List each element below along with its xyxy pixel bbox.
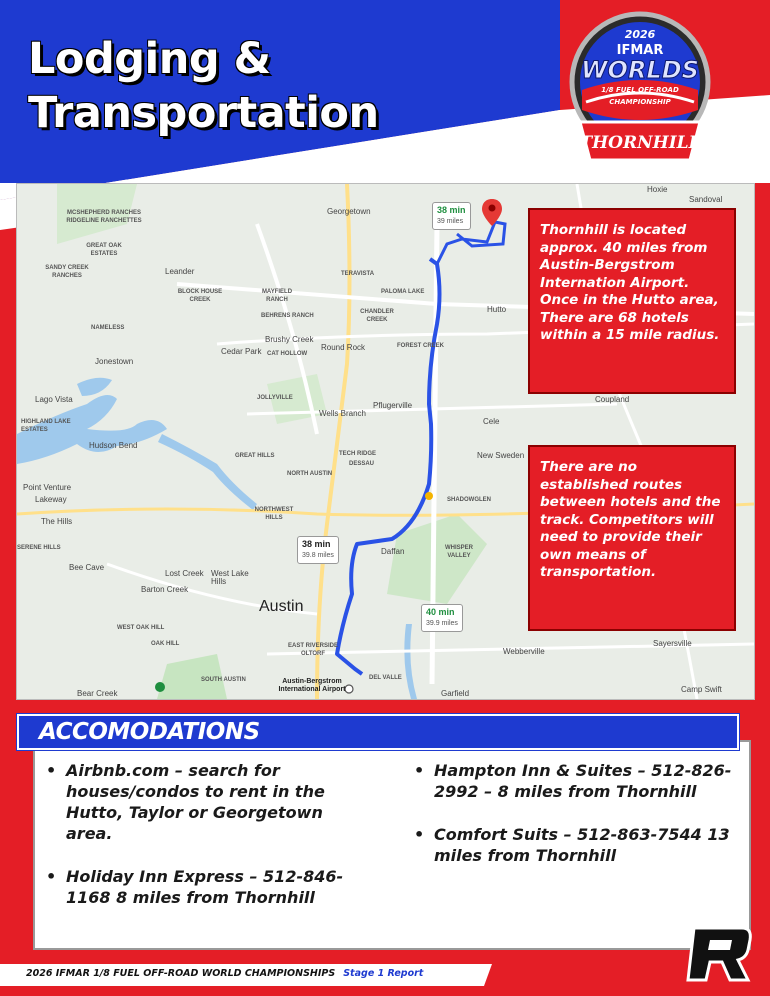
route-option-3[interactable]	[421, 604, 463, 632]
worlds-logo	[560, 10, 720, 170]
map-label: Brushy Creek	[265, 335, 314, 344]
map-label: JOLLYVILLE	[257, 395, 293, 401]
page-title	[28, 32, 379, 140]
map-label: Coupland	[595, 395, 630, 404]
transport-callout: There are no established routes between hotels and the track. Competitors will need to provide their own means of transportation.	[528, 445, 736, 631]
map-label: Round Rock	[321, 343, 366, 352]
map-label: CAT HOLLOW	[267, 351, 308, 357]
map-label: Bee Cave	[69, 563, 105, 572]
logo-sub2: CHAMPIONSHIP	[609, 98, 671, 106]
map-label: Georgetown	[327, 207, 371, 216]
logo-org: IFMAR	[616, 43, 664, 58]
map-label: WEST OAK HILL	[117, 625, 165, 631]
map-label: OAK HILL	[151, 641, 180, 647]
traffic-alert-icon	[425, 492, 433, 500]
map-label: TECH RIDGE	[339, 451, 377, 457]
location-callout: Thornhill is located approx. 40 miles from Austin-Bergstrom Internation Airport. Once in the Hutto area, There are 68 hotels within a 15 mile radius.	[528, 208, 736, 394]
accommodations-header	[17, 714, 739, 750]
map-label: New Sweden	[477, 451, 525, 460]
map-label: Cedar Park	[221, 347, 262, 356]
brand-r-logo-icon	[684, 922, 754, 986]
route-time: 38 min	[437, 205, 466, 215]
route-option-2[interactable]	[297, 536, 339, 564]
map-label: Lago Vista	[35, 395, 73, 404]
map-label: SOUTH AUSTIN	[201, 677, 246, 683]
map-label: SERENE HILLS	[17, 545, 61, 551]
map-label: Point Venture	[23, 483, 72, 492]
map-label: TERAVISTA	[341, 271, 375, 277]
map-label: EAST RIVERSIDE OLTORF	[287, 643, 338, 657]
page-title-line2: Transportation	[28, 88, 379, 138]
footer-event: 2026 IFMAR 1/8 FUEL OFF-ROAD WORLD CHAMPIONSHIPS	[26, 968, 336, 979]
page-title-line1: Lodging &	[28, 34, 271, 84]
map-label: Sandoval	[689, 195, 723, 204]
map-label: Webberville	[503, 647, 545, 656]
park-marker-icon	[155, 682, 165, 692]
map-label: FOREST CREEK	[397, 343, 445, 349]
route-option-1[interactable]	[432, 202, 471, 230]
accommodations-list-left	[44, 760, 364, 930]
map-label: Hudson Bend	[89, 441, 138, 450]
map-label: Garfield	[441, 689, 470, 698]
map-label: CHANDLER CREEK	[360, 309, 394, 323]
map-label: WHISPER VALLEY	[444, 545, 473, 559]
map-label: MAYFIELD RANCH	[261, 289, 293, 303]
route-time: 38 min	[302, 539, 331, 549]
map-label: The Hills	[41, 517, 73, 526]
list-item: • Airbnb.com – search for houses/condos to rent in the Hutto, Taylor or Georgetown area.	[44, 760, 364, 844]
map-label: SHADOWGLEN	[447, 497, 491, 503]
list-item: • Holiday Inn Express – 512-846-1168 8 miles from Thornhill	[44, 866, 364, 908]
map-label: NORTH AUSTIN	[287, 471, 333, 477]
map-label: Jonestown	[95, 357, 134, 366]
map-label: Pflugerville	[373, 401, 413, 410]
map-label: Lost Creek	[165, 569, 204, 578]
map-label: Cele	[483, 417, 500, 426]
map-label: Sayersville	[653, 639, 692, 648]
map-label: Barton Creek	[141, 585, 189, 594]
map-label: GREAT OAK ESTATES	[86, 243, 122, 257]
map-label: BEHRENS RANCH	[261, 313, 314, 319]
route-distance: 39 miles	[437, 218, 464, 225]
map-label: SANDY CREEK RANCHES	[45, 265, 89, 279]
map-label-austin: Austin	[259, 598, 304, 615]
accommodations-list-right	[412, 760, 732, 888]
map-label: Camp Swift	[681, 685, 722, 694]
map-label: NORTHWEST HILLS	[254, 507, 294, 521]
footer	[0, 962, 770, 996]
logo-sub1: 1/8 FUEL OFF-ROAD	[601, 86, 679, 94]
map-label: HIGHLAND LAKE ESTATES	[21, 419, 71, 433]
logo-event: WORLDS	[581, 56, 699, 84]
route-time: 40 min	[426, 607, 455, 617]
map-label: Daffan	[381, 547, 405, 556]
map-label: BLOCK HOUSE CREEK	[177, 289, 223, 303]
map-label: Hutto	[487, 305, 507, 314]
map-label: Wells Branch	[319, 409, 366, 418]
route-distance: 39.9 miles	[426, 620, 458, 627]
map-label: GREAT HILLS	[235, 453, 275, 459]
map-label: West Lake Hills	[211, 569, 249, 586]
map-label: NAMELESS	[91, 325, 125, 331]
footer-text	[26, 968, 423, 979]
list-item: • Hampton Inn & Suites – 512-826-2992 – 8 miles from Thornhill	[412, 760, 732, 802]
logo-venue: THORNHILL	[579, 133, 701, 153]
route-distance: 39.8 miles	[302, 552, 334, 559]
logo-year: 2026	[624, 28, 656, 41]
map-label: Hoxie	[647, 185, 668, 194]
list-item: • Comfort Suits – 512-863-7544 13 miles from Thornhill	[412, 824, 732, 866]
map-label: DEL VALLE	[369, 675, 402, 681]
footer-stage: Stage 1 Report	[343, 968, 424, 979]
map-label: PALOMA LAKE	[381, 289, 425, 295]
map-label: Leander	[165, 267, 195, 276]
map-label: MCSHEPHERD RANCHES RIDGELINE RANCHETTES	[66, 210, 142, 224]
airport-label: Austin-Bergstrom International Airport	[278, 678, 346, 693]
map-label: Bear Creek	[77, 689, 118, 698]
map-label: Lakeway	[35, 495, 67, 504]
map-label: DESSAU	[349, 461, 375, 467]
accommodations-title: ACCOMODATIONS	[39, 719, 260, 745]
